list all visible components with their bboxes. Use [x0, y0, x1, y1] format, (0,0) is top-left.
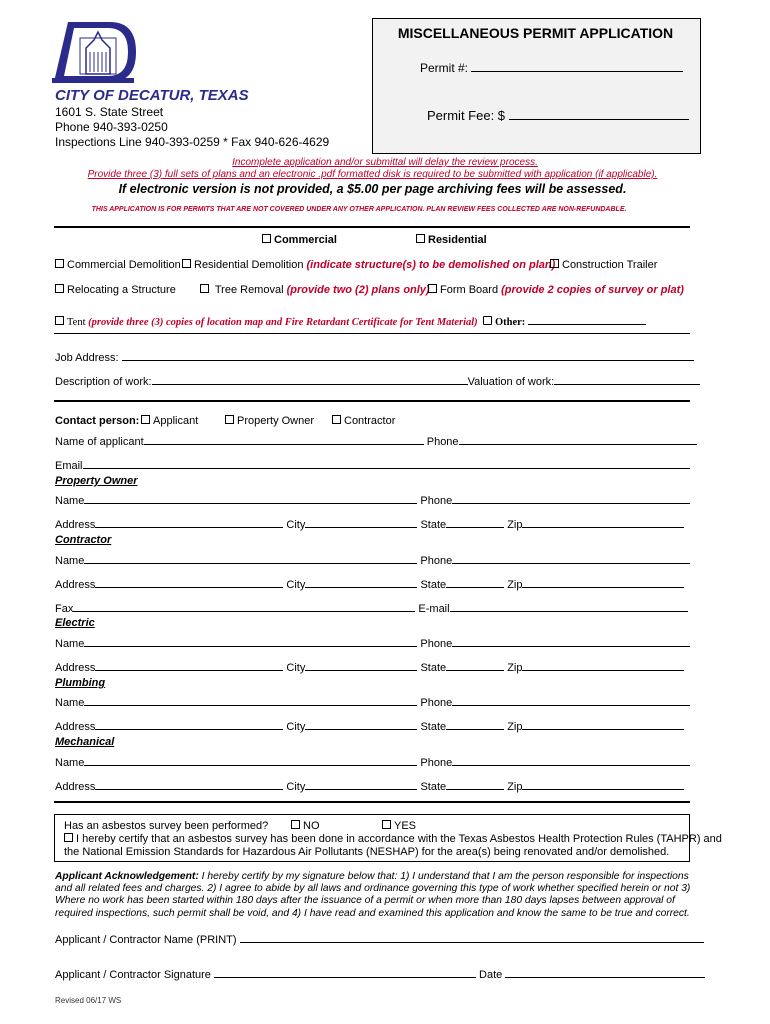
permit-fee-field[interactable] — [509, 108, 689, 120]
mechanical-zip-field[interactable] — [522, 778, 684, 790]
plumbing-name-field[interactable] — [84, 694, 417, 706]
print-name-row — [55, 931, 704, 947]
contractor-phone-field[interactable] — [452, 552, 690, 564]
owner-name-row — [55, 492, 690, 508]
construction-trailer-checkbox[interactable] — [550, 259, 559, 268]
contact-applicant-label: Applicant — [153, 415, 199, 427]
electric-city-label: City — [286, 662, 306, 674]
form-board-label: Form Board — [440, 284, 499, 296]
notice-plans: Provide three (3) full sets of plans and an electronic .pdf formatted disk is required to be submitted with application (if applicable). — [87, 169, 658, 180]
contact-property-owner[interactable] — [225, 415, 314, 428]
form-board-checkbox[interactable] — [428, 284, 437, 293]
option-tent[interactable] — [55, 315, 646, 329]
construction-trailer-label: Construction Trailer — [562, 259, 658, 271]
electric-name-label: Name — [55, 638, 85, 650]
owner-state-field[interactable] — [446, 516, 504, 528]
section-contractor: Contractor — [55, 534, 112, 546]
plumbing-name-row — [55, 694, 690, 710]
asbestos-yes-checkbox[interactable] — [382, 820, 391, 829]
tree-removal-label: Tree Removal — [214, 284, 284, 296]
applicant-phone-label: Phone — [426, 436, 459, 448]
owner-city-label: City — [286, 519, 306, 531]
contractor-zip-label: Zip — [507, 579, 523, 591]
commercial-label: Commercial — [274, 234, 337, 246]
other-checkbox[interactable] — [483, 316, 492, 325]
city-address: 1601 S. State Street — [55, 105, 164, 119]
plumbing-state-label: State — [420, 721, 447, 733]
other-label: Other: — [494, 317, 526, 328]
mechanical-address-field[interactable] — [95, 778, 283, 790]
tent-label: Tent — [67, 317, 86, 328]
contractor-email-label: E-mail — [418, 603, 450, 615]
contractor-city-label: City — [286, 579, 306, 591]
valuation-label: Valuation of work: — [467, 376, 555, 388]
job-address-label: Job Address: — [55, 352, 119, 364]
asbestos-certify-row[interactable] — [64, 833, 722, 846]
contact-contractor[interactable] — [332, 415, 395, 428]
description-field[interactable] — [152, 373, 468, 385]
owner-name-label: Name — [55, 495, 85, 507]
plumbing-phone-field[interactable] — [452, 694, 690, 706]
residential-checkbox[interactable] — [416, 234, 425, 243]
description-row — [55, 373, 700, 389]
print-name-label: Applicant / Contractor Name (PRINT) — [55, 934, 237, 946]
mechanical-name-field[interactable] — [84, 754, 417, 766]
asbestos-question: Has an asbestos survey been performed? — [64, 820, 269, 832]
owner-zip-field[interactable] — [522, 516, 684, 528]
description-label: Description of work: — [55, 376, 152, 388]
acknowledgement-line1: I hereby certify by my signature below that: 1) I understand that I am the person responsible for inspections — [201, 871, 689, 882]
electric-address-field[interactable] — [95, 659, 283, 671]
asbestos-no-checkbox[interactable] — [291, 820, 300, 829]
date-field[interactable] — [505, 966, 705, 978]
applicant-name-label: Name of applicant — [55, 436, 144, 448]
owner-state-label: State — [420, 519, 447, 531]
relocating-label: Relocating a Structure — [67, 284, 176, 296]
mechanical-city-field[interactable] — [305, 778, 417, 790]
owner-address-label: Address — [55, 519, 96, 531]
option-residential[interactable] — [416, 234, 487, 247]
permit-fee-label: Permit Fee: $ — [427, 108, 506, 123]
city-inspections: Inspections Line 940-393-0259 * Fax 940-626-4629 — [55, 135, 330, 149]
asbestos-question-row — [64, 820, 268, 833]
contractor-email-field[interactable] — [450, 600, 688, 612]
residential-label: Residential — [428, 234, 487, 246]
contact-property-owner-checkbox[interactable] — [225, 415, 234, 424]
plumbing-address-row — [55, 718, 684, 734]
date-label: Date — [479, 969, 503, 981]
signature-row — [55, 966, 705, 982]
owner-city-field[interactable] — [305, 516, 417, 528]
contractor-fax-field[interactable] — [73, 600, 415, 612]
asbestos-certify-line1: I hereby certify that an asbestos survey has been done in accordance with the Texas Asbestos Health Protection Rules (TAHPR) and — [76, 833, 722, 845]
mechanical-phone-label: Phone — [420, 757, 453, 769]
electric-name-field[interactable] — [84, 635, 417, 647]
option-residential-demolition[interactable] — [182, 259, 555, 272]
asbestos-yes-label: YES — [394, 820, 417, 832]
relocating-checkbox[interactable] — [55, 284, 64, 293]
applicant-email-label: Email — [55, 460, 83, 472]
contractor-address-label: Address — [55, 579, 96, 591]
residential-demolition-note: (indicate structure(s) to be demolished on plan) — [306, 259, 556, 271]
plumbing-phone-label: Phone — [420, 697, 453, 709]
contractor-name-field[interactable] — [84, 552, 417, 564]
acknowledgement-line4: required inspections, such permit shall be void, and 4) I have read and examined this application and know the same to be true and correct. — [55, 907, 690, 919]
contact-person-label: Contact person: — [55, 415, 140, 427]
mechanical-zip-label: Zip — [507, 781, 523, 793]
electric-address-row — [55, 659, 684, 675]
commercial-demolition-checkbox[interactable] — [55, 259, 64, 268]
mechanical-address-label: Address — [55, 781, 96, 793]
electric-state-label: State — [420, 662, 447, 674]
divider — [54, 333, 690, 334]
city-phone: Phone 940-393-0250 — [55, 120, 168, 134]
contact-contractor-checkbox[interactable] — [332, 415, 341, 424]
contractor-state-field[interactable] — [446, 576, 504, 588]
plumbing-city-field[interactable] — [305, 718, 417, 730]
notice-scope: THIS APPLICATION IS FOR PERMITS THAT ARE NOT COVERED UNDER ANY OTHER APPLICATION. PLAN REVIEW FEES COLLECTED ARE NON-REFUNDABLE. — [91, 206, 627, 213]
option-commercial[interactable] — [262, 234, 337, 247]
tent-note: (provide three (3) copies of location map and Fire Retardant Certificate for Tent Material) — [88, 317, 478, 328]
contractor-state-label: State — [420, 579, 447, 591]
electric-phone-label: Phone — [420, 638, 453, 650]
asbestos-certify-line2: the National Emission Standards for Hazardous Air Pollutants (NESHAP) for the area(s) being renovated and/or demolished. — [64, 846, 670, 858]
acknowledgement-heading: Applicant Acknowledgement: — [55, 871, 199, 882]
option-construction-trailer[interactable] — [550, 259, 657, 272]
asbestos-no-label: NO — [303, 820, 320, 832]
electric-address-label: Address — [55, 662, 96, 674]
mechanical-state-label: State — [420, 781, 447, 793]
mechanical-name-row — [55, 754, 690, 770]
contact-contractor-label: Contractor — [344, 415, 396, 427]
acknowledgement-line2: and all related fees and charges. 2) I agree to abide by all laws and ordinance governing this type of work whether specified herein or not 3) — [55, 883, 691, 895]
print-name-field[interactable] — [240, 931, 704, 943]
contractor-city-field[interactable] — [305, 576, 417, 588]
signature-field[interactable] — [214, 966, 476, 978]
section-electric: Electric — [55, 617, 95, 629]
section-property-owner: Property Owner — [55, 475, 138, 487]
contact-applicant[interactable] — [141, 415, 198, 428]
electric-phone-field[interactable] — [452, 635, 690, 647]
permit-number-label: Permit #: — [420, 61, 469, 75]
option-tree-removal[interactable] — [200, 284, 430, 297]
contractor-name-row — [55, 552, 690, 568]
revised-footer: Revised 06/17 WS — [55, 996, 122, 1005]
residential-demolition-label: Residential Demolition — [194, 259, 304, 271]
notice-delay: Incomplete application and/or submittal will delay the review process. — [232, 157, 538, 168]
contractor-fax-label: Fax — [55, 603, 74, 615]
owner-zip-label: Zip — [507, 519, 523, 531]
commercial-checkbox[interactable] — [262, 234, 271, 243]
plumbing-city-label: City — [286, 721, 306, 733]
city-logo — [50, 18, 140, 86]
plumbing-address-field[interactable] — [95, 718, 283, 730]
divider — [54, 801, 690, 803]
signature-label: Applicant / Contractor Signature — [55, 969, 211, 981]
mechanical-city-label: City — [286, 781, 306, 793]
tent-checkbox[interactable] — [55, 316, 64, 325]
owner-name-field[interactable] — [84, 492, 417, 504]
applicant-email-field[interactable] — [83, 457, 690, 469]
applicant-phone-field[interactable] — [459, 433, 697, 445]
plumbing-name-label: Name — [55, 697, 85, 709]
permit-number-row — [420, 60, 683, 75]
applicant-name-field[interactable] — [144, 433, 424, 445]
electric-city-field[interactable] — [305, 659, 417, 671]
electric-name-row — [55, 635, 690, 651]
asbestos-no[interactable] — [291, 820, 320, 833]
plumbing-address-label: Address — [55, 721, 96, 733]
section-mechanical: Mechanical — [55, 736, 115, 748]
other-field[interactable] — [528, 315, 646, 325]
owner-address-row — [55, 516, 684, 532]
option-relocating[interactable] — [55, 284, 176, 297]
asbestos-yes[interactable] — [382, 820, 416, 833]
mechanical-state-field[interactable] — [446, 778, 504, 790]
valuation-field[interactable] — [554, 373, 700, 385]
option-form-board[interactable] — [428, 284, 684, 297]
acknowledgement — [55, 871, 705, 920]
page-title: MISCELLANEOUS PERMIT APPLICATION — [397, 25, 674, 41]
section-plumbing: Plumbing — [55, 677, 106, 689]
permit-fee-row — [427, 108, 689, 123]
contact-property-owner-label: Property Owner — [237, 415, 315, 427]
contractor-address-row — [55, 576, 684, 592]
contractor-phone-label: Phone — [420, 555, 453, 567]
owner-address-field[interactable] — [95, 516, 283, 528]
contractor-address-field[interactable] — [95, 576, 283, 588]
contact-person-row — [55, 415, 139, 428]
mechanical-address-row — [55, 778, 684, 794]
plumbing-state-field[interactable] — [446, 718, 504, 730]
residential-demolition-checkbox[interactable] — [182, 259, 191, 268]
option-commercial-demolition[interactable] — [55, 259, 181, 272]
tree-removal-note: (provide two (2) plans only) — [286, 284, 430, 296]
applicant-name-row — [55, 433, 697, 449]
owner-phone-field[interactable] — [452, 492, 690, 504]
divider — [54, 226, 690, 228]
asbestos-certify-checkbox[interactable] — [64, 833, 73, 842]
plumbing-zip-label: Zip — [507, 721, 523, 733]
notice-archiving: If electronic version is not provided, a $5.00 per page archiving fees will be assessed. — [118, 182, 627, 196]
owner-phone-label: Phone — [420, 495, 453, 507]
permit-number-field[interactable] — [471, 60, 683, 72]
divider — [54, 400, 690, 402]
contractor-zip-field[interactable] — [522, 576, 684, 588]
electric-zip-field[interactable] — [522, 659, 684, 671]
job-address-row — [55, 349, 694, 365]
contractor-name-label: Name — [55, 555, 85, 567]
contact-applicant-checkbox[interactable] — [141, 415, 150, 424]
contractor-fax-row — [55, 600, 688, 616]
job-address-field[interactable] — [122, 349, 694, 361]
plumbing-zip-field[interactable] — [522, 718, 684, 730]
electric-state-field[interactable] — [446, 659, 504, 671]
commercial-demolition-label: Commercial Demolition — [67, 259, 181, 271]
mechanical-phone-field[interactable] — [452, 754, 690, 766]
electric-zip-label: Zip — [507, 662, 523, 674]
acknowledgement-line3: Where no work has been started within 180 days after the issuance of a permit or when more than 180 days lapses between approval of — [55, 895, 675, 907]
city-name: CITY OF DECATUR, TEXAS — [55, 87, 249, 104]
mechanical-name-label: Name — [55, 757, 85, 769]
tree-removal-checkbox[interactable] — [200, 284, 209, 293]
applicant-email-row — [55, 457, 690, 473]
form-board-note: (provide 2 copies of survey or plat) — [501, 284, 684, 296]
